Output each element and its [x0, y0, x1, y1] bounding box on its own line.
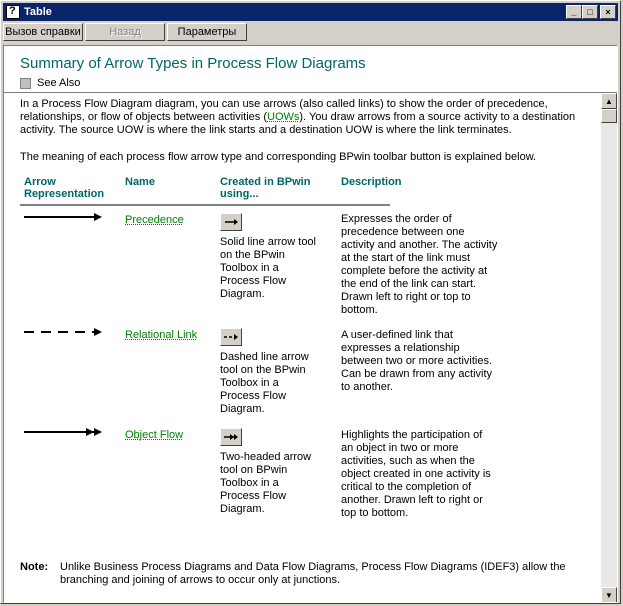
precedence-tool-text: Solid line arrow tool on the BPwin Toolbox in a Process Flow Diagram. — [220, 236, 316, 300]
intro-paragraph: In a Process Flow Diagram diagram, you can use arrows (also called links) to show the order of precedence, relationships, or flow of objects between activities (UOWs). You draw arrows from a source activity to a destination activity. The source UOW is where the link starts and a destination UOW is where the link terminates. — [20, 98, 576, 136]
options-button[interactable]: Параметры — [167, 23, 247, 41]
col-header-description: Description — [341, 176, 402, 188]
precedence-link[interactable]: Precedence — [125, 214, 184, 226]
double-arrow-tool-icon — [220, 428, 242, 446]
scroll-thumb[interactable] — [601, 109, 617, 123]
window-title: Table — [24, 6, 52, 18]
note-text: Unlike Business Process Diagrams and Data Flow Diagrams, Process Flow Diagrams (IDEF3) allow the branching and joining of arrows to occur only at junctions. — [60, 561, 566, 586]
topic-pane — [3, 45, 618, 603]
relational-link-description: A user-defined link that expresses a relationship between two or more activities. Can be drawn from any activity to another. — [341, 329, 493, 393]
double-head-arrow-icon — [24, 427, 104, 437]
solid-arrow-tool-icon — [220, 213, 242, 231]
scroll-down-icon[interactable]: ▼ — [601, 587, 617, 603]
col-header-arrow: Arrow Representation — [24, 176, 105, 200]
see-also-link[interactable]: See Also — [20, 77, 80, 89]
explanation-paragraph: The meaning of each process flow arrow type and corresponding BPwin toolbar button is explained below. — [20, 151, 537, 163]
vertical-scrollbar[interactable] — [601, 93, 617, 603]
scroll-up-icon[interactable]: ▲ — [601, 93, 617, 109]
see-also-icon — [20, 78, 31, 89]
back-button[interactable]: Назад — [85, 23, 165, 41]
header-divider — [20, 204, 390, 206]
solid-arrow-icon — [24, 212, 104, 222]
help-app-icon — [6, 5, 20, 19]
toolbar — [3, 23, 618, 43]
topic-header — [4, 46, 617, 93]
maximize-button[interactable]: □ — [582, 5, 598, 19]
topic-body — [4, 93, 604, 603]
relational-link-link[interactable]: Relational Link — [125, 329, 198, 341]
relational-link-tool-text: Dashed line arrow tool on the BPwin Toolbox in a Process Flow Diagram. — [220, 351, 309, 415]
page-title: Summary of Arrow Types in Process Flow Diagrams — [20, 55, 366, 72]
object-flow-tool-text: Two-headed arrow tool on BPwin Toolbox in a Process Flow Diagram. — [220, 451, 312, 515]
object-flow-link[interactable]: Object Flow — [125, 429, 184, 441]
precedence-description: Expresses the order of precedence between one activity and another. The activity at the start of the link must complete before the activity at the end of the link can start. Drawn left to right or top to bottom. — [341, 213, 498, 316]
minimize-button[interactable]: _ — [566, 5, 582, 19]
close-button[interactable]: × — [600, 5, 616, 19]
title-bar[interactable] — [3, 3, 618, 21]
note-label: Note: — [20, 561, 49, 573]
dashed-arrow-tool-icon — [220, 328, 242, 346]
col-header-created: Created in BPwin using... — [220, 176, 311, 200]
uows-link[interactable]: UOWs — [267, 111, 300, 123]
col-header-name: Name — [125, 176, 155, 188]
dashed-arrow-icon — [24, 327, 104, 337]
object-flow-description: Highlights the participation of an object in two or more activities, such as when the object created in one activity is critical to the completion of another. Drawn left to right or top to bottom. — [341, 429, 491, 519]
help-topics-button[interactable]: Вызов справки — [3, 23, 83, 41]
